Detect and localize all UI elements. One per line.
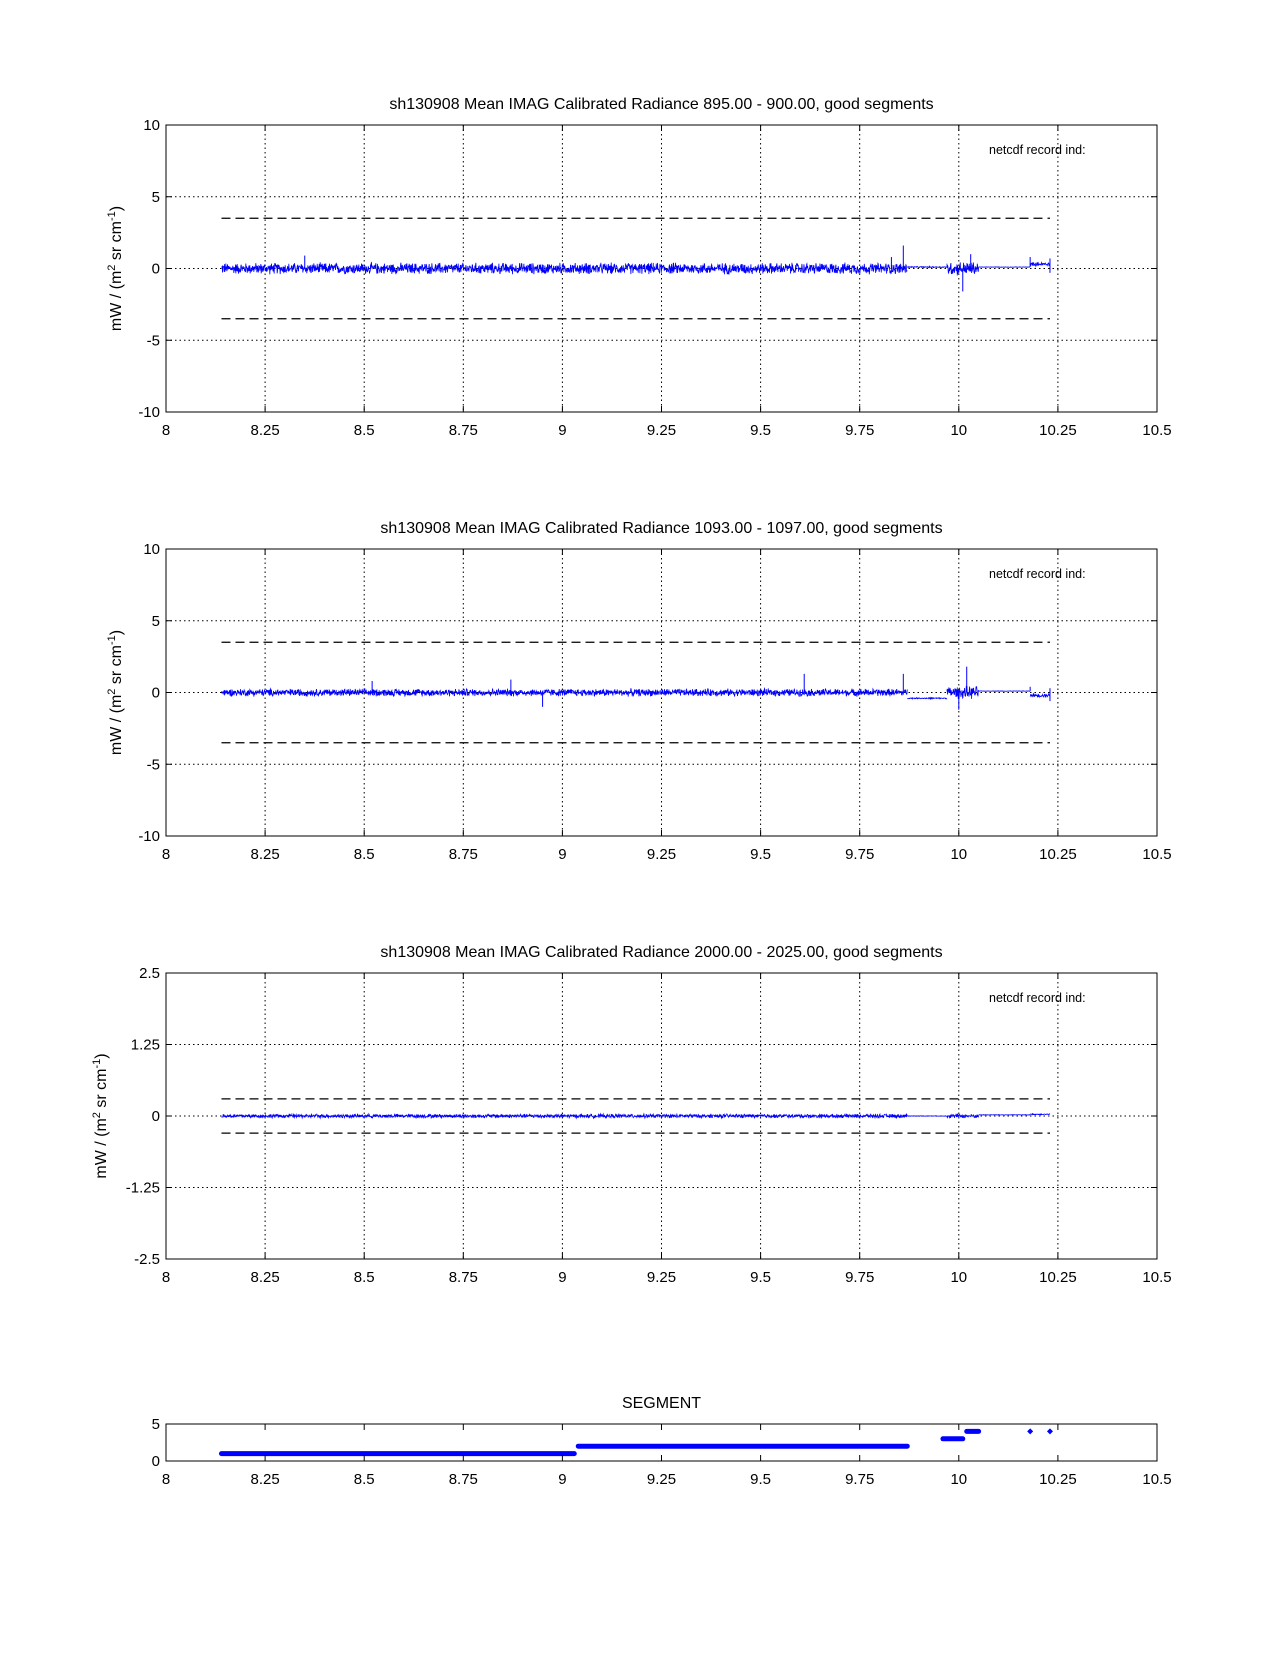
y-tick-label: -10 xyxy=(138,404,160,421)
x-tick-label: 9.25 xyxy=(646,422,677,439)
x-tick-label: 10.25 xyxy=(1039,1269,1077,1286)
x-tick-label: 9.25 xyxy=(646,1269,677,1286)
x-tick-label: 8.25 xyxy=(250,422,280,439)
y-tick-label: -10 xyxy=(138,828,160,845)
x-tick-label: 8.75 xyxy=(448,1471,478,1488)
chart-title: SEGMENT xyxy=(621,1395,702,1412)
series-line xyxy=(979,1115,1031,1116)
x-tick-label: 9.5 xyxy=(750,1471,772,1488)
x-tick-label: 9 xyxy=(558,846,567,863)
x-tick-label: 10.5 xyxy=(1142,1269,1172,1286)
x-tick-label: 9 xyxy=(558,1471,567,1488)
series-line xyxy=(907,266,947,267)
series-line xyxy=(979,691,1031,692)
y-tick-label: 0 xyxy=(151,1108,160,1125)
y-axis-label xyxy=(106,206,125,331)
x-tick-label: 10.5 xyxy=(1142,846,1172,863)
x-tick-label: 9.5 xyxy=(750,422,772,439)
y-axis-label-part: ) xyxy=(93,1053,110,1059)
chart-4 xyxy=(152,1395,1172,1488)
x-tick-label: 8.5 xyxy=(353,422,375,439)
x-tick-label: 10 xyxy=(950,422,968,439)
chart-title: sh130908 Mean IMAG Calibrated Radiance 2000.00 - 2025.00, good segments xyxy=(380,944,943,961)
y-axis-label-part: mW / (m xyxy=(108,694,125,756)
x-tick-label: 8.75 xyxy=(448,422,478,439)
y-tick-label: -5 xyxy=(146,756,160,774)
x-tick-label: 9 xyxy=(558,422,567,439)
y-tick-label: 0 xyxy=(151,1453,160,1470)
y-axis-label-part: -1 xyxy=(91,1058,103,1069)
x-tick-label: 10 xyxy=(950,1471,968,1488)
y-axis-label-part: 2 xyxy=(106,688,118,695)
y-tick-label: 5 xyxy=(151,1416,160,1433)
series-line xyxy=(907,698,947,699)
y-axis-label-part: -1 xyxy=(106,211,118,222)
x-tick-label: 8.75 xyxy=(448,846,478,863)
x-tick-label: 10.25 xyxy=(1039,846,1077,863)
chart-1 xyxy=(106,96,1172,439)
series-line xyxy=(222,1114,908,1119)
y-tick-label: -5 xyxy=(146,332,160,350)
y-axis-label-part: sr cm xyxy=(108,645,125,689)
x-tick-label: 10.25 xyxy=(1039,1471,1077,1488)
series-line xyxy=(979,267,1031,268)
y-tick-label: 5 xyxy=(151,612,160,630)
y-tick-label: 0 xyxy=(151,684,160,702)
y-tick-label: -2.5 xyxy=(134,1251,160,1268)
series-line xyxy=(1030,262,1050,266)
x-tick-label: 10 xyxy=(950,846,968,863)
x-tick-label: 8.25 xyxy=(250,1269,280,1286)
y-tick-label: 2.5 xyxy=(139,965,160,982)
x-tick-label: 9.75 xyxy=(845,846,875,863)
x-tick-label: 8.25 xyxy=(250,846,280,863)
x-tick-label: 9.5 xyxy=(750,846,772,863)
y-axis-label-part: -1 xyxy=(106,635,118,646)
y-axis-label xyxy=(91,1053,110,1178)
chart-3 xyxy=(91,944,1172,1286)
y-tick-label: 10 xyxy=(143,541,160,558)
x-tick-label: 8.75 xyxy=(448,1269,478,1286)
chart-annotation: netcdf record ind: xyxy=(989,567,1086,581)
x-tick-label: 8.5 xyxy=(353,846,375,863)
y-axis-label-part: sr cm xyxy=(108,221,125,265)
series-line xyxy=(947,1114,979,1118)
x-tick-label: 9 xyxy=(558,1269,567,1286)
x-tick-label: 8.5 xyxy=(353,1471,375,1488)
x-tick-label: 9.25 xyxy=(646,846,677,863)
x-tick-label: 9.75 xyxy=(845,1471,875,1488)
y-axis-label xyxy=(106,630,125,755)
y-tick-label: -1.25 xyxy=(125,1179,160,1197)
x-tick-label: 10.5 xyxy=(1142,1471,1172,1488)
x-tick-label: 9.5 xyxy=(750,1269,772,1286)
x-tick-label: 9.75 xyxy=(845,422,875,439)
segment-point xyxy=(1027,1428,1033,1434)
x-tick-label: 8.5 xyxy=(353,1269,375,1286)
x-tick-label: 9.25 xyxy=(646,1471,677,1488)
y-tick-label: 10 xyxy=(143,117,160,134)
chart-annotation: netcdf record ind: xyxy=(989,143,1086,157)
x-tick-label: 8.25 xyxy=(250,1471,280,1488)
y-axis-label-part: ) xyxy=(108,629,125,636)
y-tick-label: 5 xyxy=(151,188,160,206)
x-tick-label: 10.5 xyxy=(1142,422,1172,439)
series-line xyxy=(1030,1114,1050,1115)
x-tick-label: 8 xyxy=(161,846,171,863)
x-tick-label: 8 xyxy=(161,1471,171,1488)
x-tick-label: 8 xyxy=(161,1269,171,1286)
segment-point xyxy=(1047,1428,1053,1434)
y-axis-label-part: mW / (m xyxy=(108,270,125,332)
x-tick-label: 10 xyxy=(950,1269,968,1286)
x-tick-label: 10.25 xyxy=(1039,422,1077,439)
series-line xyxy=(907,1116,947,1117)
x-tick-label: 8 xyxy=(161,422,171,439)
y-axis-label-part: 2 xyxy=(91,1112,103,1119)
series-line xyxy=(1030,694,1050,698)
y-axis-label-part: 2 xyxy=(106,264,118,271)
series-line xyxy=(222,262,908,274)
chart-title: sh130908 Mean IMAG Calibrated Radiance 1093.00 - 1097.00, good segments xyxy=(380,520,943,537)
chart-annotation: netcdf record ind: xyxy=(989,991,1086,1005)
chart-title: sh130908 Mean IMAG Calibrated Radiance 895.00 - 900.00, good segments xyxy=(389,96,934,113)
y-axis-label-part: mW / (m xyxy=(93,1118,110,1179)
y-tick-label: 1.25 xyxy=(130,1036,160,1054)
y-axis-label-part: ) xyxy=(108,205,125,212)
chart-2 xyxy=(106,520,1172,863)
y-tick-label: 0 xyxy=(151,260,160,278)
x-tick-label: 9.75 xyxy=(845,1269,875,1286)
y-axis-label-part: sr cm xyxy=(93,1068,110,1113)
